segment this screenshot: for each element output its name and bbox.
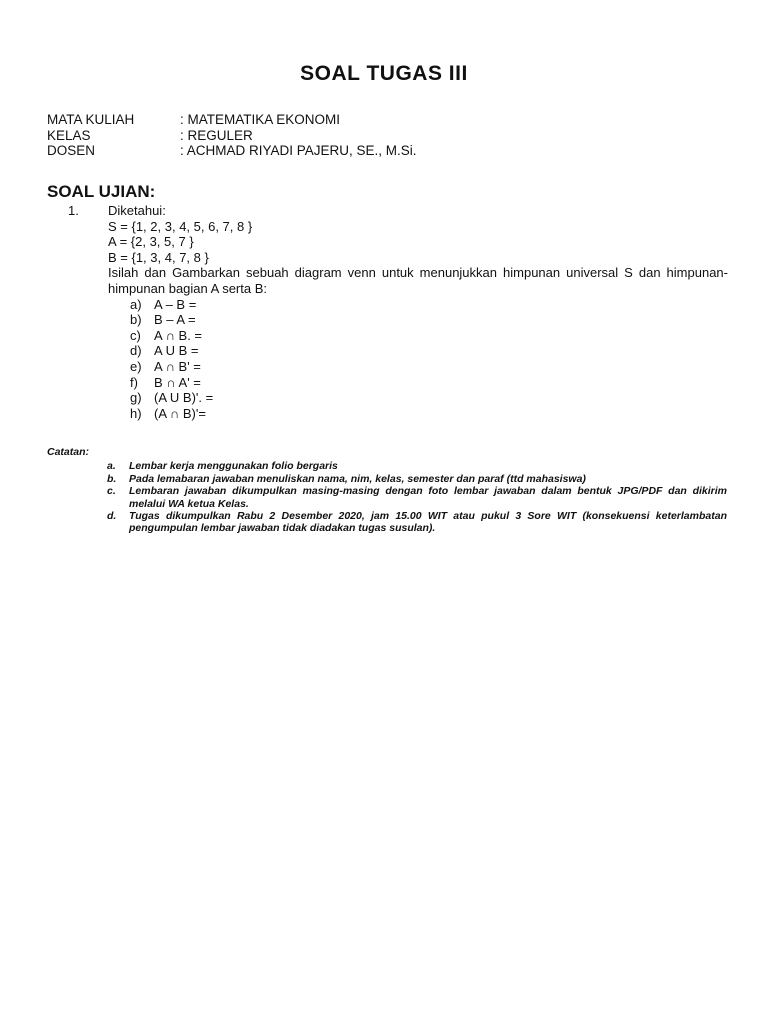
meta-label: DOSEN bbox=[47, 143, 96, 158]
note-letter: d. bbox=[107, 510, 117, 523]
note-item bbox=[107, 510, 727, 535]
sub-question-letter: d) bbox=[130, 343, 142, 359]
sub-question-letter: e) bbox=[130, 358, 142, 374]
notes-title: Catatan: bbox=[47, 446, 90, 458]
question-intro: Diketahui: bbox=[108, 203, 166, 218]
meta-label: MATA KULIAH bbox=[47, 112, 135, 127]
note-item bbox=[107, 485, 727, 510]
sub-question-letter: h) bbox=[130, 405, 142, 421]
sub-question-text: A – B = bbox=[154, 296, 197, 312]
note-text: Pada lemabaran jawaban menuliskan nama, nim, kelas, semester dan paraf (ttd mahasiswa) bbox=[129, 472, 586, 485]
sub-question-letter: c) bbox=[130, 327, 141, 343]
course-info bbox=[47, 112, 417, 159]
sub-question bbox=[130, 390, 728, 406]
note-item bbox=[107, 460, 727, 472]
sub-question-text: B – A = bbox=[154, 312, 196, 328]
sub-question-list bbox=[130, 297, 728, 422]
note-item bbox=[107, 473, 727, 485]
sub-question bbox=[130, 328, 728, 344]
set-s: S = {1, 2, 3, 4, 5, 6, 7, 8 } bbox=[108, 218, 253, 234]
sub-question-text: A ∩ B. = bbox=[154, 327, 203, 343]
meta-value: : MATEMATIKA EKONOMI bbox=[180, 112, 341, 127]
note-text: Tugas dikumpulkan Rabu 2 Desember 2020, jam 15.00 WIT atau pukul 3 Sore WIT (konsekuensi keterlambatan pengumpulan lembar jawaban tidak diadakan tugas susulan). bbox=[129, 510, 727, 535]
sub-question bbox=[130, 375, 728, 391]
document-title: SOAL TUGAS III bbox=[300, 62, 468, 85]
sub-question-text: B ∩ A' = bbox=[154, 374, 201, 390]
sub-question bbox=[130, 406, 728, 422]
sub-question bbox=[130, 359, 728, 375]
sub-question bbox=[130, 312, 728, 328]
question-number: 1. bbox=[68, 203, 79, 218]
sub-question bbox=[130, 343, 728, 359]
set-b: B = {1, 3, 4, 7, 8 } bbox=[108, 249, 209, 265]
sub-question-text: A ∩ B' = bbox=[154, 358, 201, 374]
question-body bbox=[108, 203, 728, 421]
meta-row-lecturer bbox=[47, 143, 417, 159]
note-text: Lembaran jawaban dikumpulkan masing-masing dengan foto lembar jawaban dalam bentuk JPG/PDF dan dikirim melalui WA ketua Kelas. bbox=[129, 485, 727, 510]
note-letter: b. bbox=[107, 472, 117, 485]
meta-label: KELAS bbox=[47, 127, 91, 143]
sub-question-letter: f) bbox=[130, 374, 138, 390]
sub-question-letter: b) bbox=[130, 312, 142, 328]
meta-row-class bbox=[47, 128, 417, 144]
note-letter: c. bbox=[107, 485, 116, 498]
sub-question-letter: a) bbox=[130, 296, 142, 312]
note-letter: a. bbox=[107, 460, 116, 473]
section-heading: SOAL UJIAN: bbox=[47, 182, 156, 201]
sub-question-text: A U B = bbox=[154, 343, 199, 359]
sub-question bbox=[130, 297, 728, 313]
set-a: A = {2, 3, 5, 7 } bbox=[108, 234, 194, 250]
meta-value: : REGULER bbox=[180, 127, 253, 143]
meta-value: : ACHMAD RIYADI PAJERU, SE., M.Si. bbox=[180, 143, 417, 158]
meta-row-course bbox=[47, 112, 417, 128]
question-instruction: Isilah dan Gambarkan sebuah diagram venn untuk menunjukkan himpunan universal S dan himpunan-himpunan bagian A serta B: bbox=[108, 265, 728, 296]
sub-question-text: (A ∩ B)'= bbox=[154, 405, 206, 421]
note-text: Lembar kerja menggunakan folio bergaris bbox=[129, 460, 338, 473]
notes-section bbox=[47, 446, 727, 535]
sub-question-letter: g) bbox=[130, 390, 142, 406]
sub-question-text: (A U B)'. = bbox=[154, 390, 214, 406]
